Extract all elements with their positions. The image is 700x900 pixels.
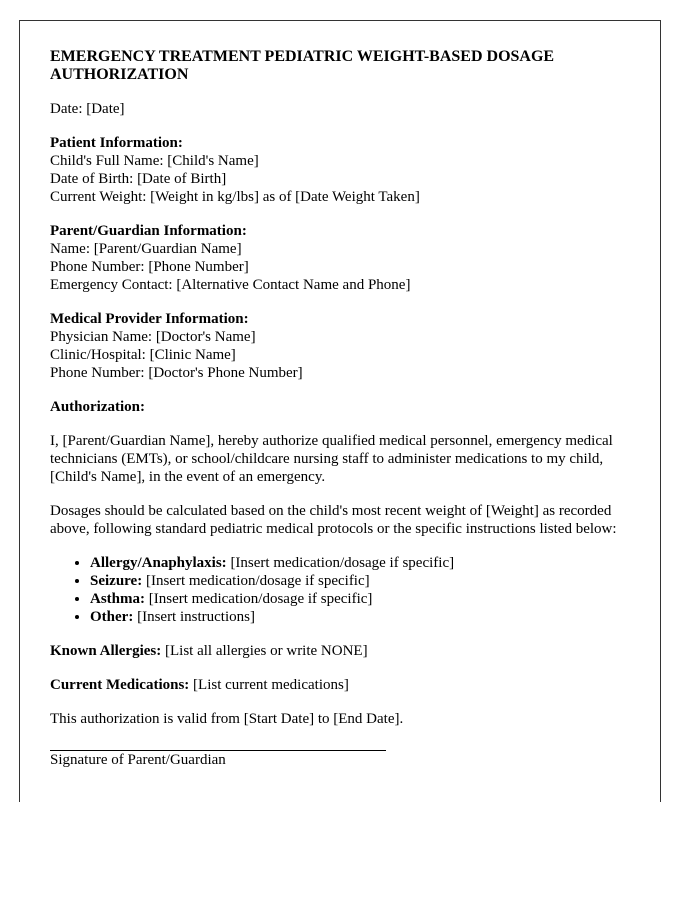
list-item-text: [Insert medication/dosage if specific] [226, 555, 455, 571]
patient-information-section [50, 134, 630, 206]
known-allergies-line [50, 642, 630, 660]
list-item-text: [Insert medication/dosage if specific] [142, 573, 370, 589]
authorization-paragraph: I, [Parent/Guardian Name], hereby authorize qualified medical personnel, emergency medical technicians (EMTs), or school/childcare nursing staff to administer medications to my child, [Child's Name], in the event of an emergency. [50, 433, 613, 485]
medical-provider-heading: Medical Provider Information: [50, 311, 249, 327]
document-title: EMERGENCY TREATMENT PEDIATRIC WEIGHT-BASED DOSAGE AUTHORIZATION [50, 48, 555, 83]
known-allergies-text: [List all allergies or write NONE] [161, 643, 368, 659]
emergency-contact-line: Emergency Contact: [Alternative Contact Name and Phone] [50, 277, 411, 293]
dosage-paragraph: Dosages should be calculated based on the child's most recent weight of [Weight] as recorded above, following standard pediatric medical protocols or the specific instructions listed below: [50, 503, 617, 537]
medical-provider-section [50, 310, 630, 382]
medication-instructions-list [50, 554, 630, 626]
known-allergies-label: Known Allergies: [50, 643, 162, 659]
current-medications-text: [List current medications] [189, 677, 349, 693]
child-name-line: Child's Full Name: [Child's Name] [50, 153, 259, 169]
list-item-label: Seizure: [90, 573, 143, 589]
list-item [90, 590, 630, 608]
list-item [90, 608, 630, 626]
authorization-document [19, 20, 661, 802]
date-line: Date: [Date] [50, 101, 125, 117]
current-medications-line [50, 676, 630, 694]
doctor-phone-line: Phone Number: [Doctor's Phone Number] [50, 365, 303, 381]
list-item-label: Asthma: [90, 591, 145, 607]
physician-name-line: Physician Name: [Doctor's Name] [50, 329, 256, 345]
signature-label: Signature of Parent/Guardian [50, 752, 226, 768]
list-item-text: [Insert medication/dosage if specific] [145, 591, 373, 607]
authorization-heading: Authorization: [50, 399, 145, 415]
clinic-line: Clinic/Hospital: [Clinic Name] [50, 347, 236, 363]
list-item [90, 572, 630, 590]
current-medications-label: Current Medications: [50, 677, 190, 693]
patient-information-heading: Patient Information: [50, 135, 183, 151]
list-item-label: Allergy/Anaphylaxis: [90, 555, 227, 571]
date-of-birth-line: Date of Birth: [Date of Birth] [50, 171, 227, 187]
guardian-phone-line: Phone Number: [Phone Number] [50, 259, 249, 275]
current-weight-line: Current Weight: [Weight in kg/lbs] as of [Date Weight Taken] [50, 189, 420, 205]
validity-statement: This authorization is valid from [Start Date] to [End Date]. [50, 711, 404, 727]
list-item-label: Other: [90, 609, 134, 625]
list-item [90, 554, 630, 572]
list-item-text: [Insert instructions] [133, 609, 255, 625]
guardian-information-section [50, 222, 630, 294]
guardian-name-line: Name: [Parent/Guardian Name] [50, 241, 242, 257]
guardian-information-heading: Parent/Guardian Information: [50, 223, 247, 239]
signature-line[interactable] [50, 728, 386, 751]
